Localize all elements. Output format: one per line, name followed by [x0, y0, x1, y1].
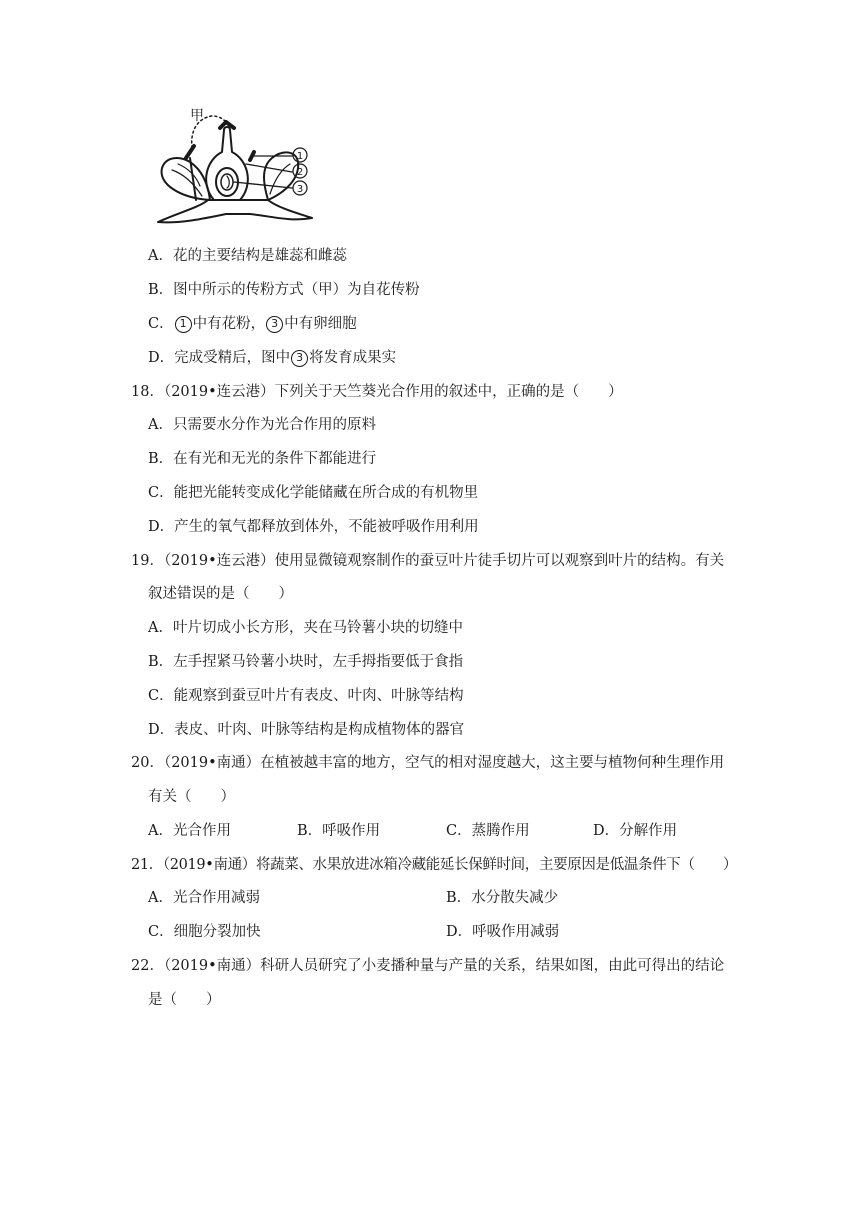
- q21-option-b[interactable]: B．水分散失减少: [446, 890, 559, 906]
- q21-option-d[interactable]: D．呼吸作用减弱: [446, 924, 560, 940]
- marker-2: 2: [296, 167, 304, 178]
- q17-option-c-prefix: C．: [148, 316, 174, 332]
- q21-stem: 21．（2019•南通）将蔬菜、水果放进冰箱冷藏能延长保鲜时间，主要原因是低温条件下（ ）: [131, 857, 738, 873]
- circled-number-1: 1: [175, 316, 192, 333]
- q17-option-c-suffix: 中有卵细胞: [284, 316, 357, 332]
- q20-option-a[interactable]: A．光合作用: [148, 823, 231, 839]
- q20-option-d[interactable]: D．分解作用: [593, 823, 678, 839]
- q21-option-c[interactable]: C．细胞分裂加快: [148, 924, 261, 940]
- q19-stem-line2: 叙述错误的是（ ）: [148, 586, 293, 602]
- q18-option-b[interactable]: B．在有光和无光的条件下都能进行: [148, 451, 377, 467]
- figure-label: 甲: [190, 108, 204, 124]
- q18-option-a[interactable]: A．只需要水分作为光合作用的原料: [148, 417, 376, 433]
- q18-stem: 18．（2019•连云港）下列关于天竺葵光合作用的叙述中，正确的是（ ）: [131, 384, 623, 400]
- q19-stem-line1: 19．（2019•连云港）使用显微镜观察制作的蚕豆叶片徒手切片可以观察到叶片的结构。有关: [131, 553, 725, 569]
- marker-1: 1: [296, 151, 304, 162]
- q20-stem-line2: 有关（ ）: [148, 789, 235, 805]
- q22-stem-line2: 是（ ）: [148, 992, 221, 1008]
- flower-structure-illustration: [150, 100, 320, 232]
- q17-option-d-prefix: D．完成受精后，图中: [148, 350, 291, 366]
- q21-option-a[interactable]: A．光合作用减弱: [148, 890, 260, 906]
- q19-option-d[interactable]: D．表皮、叶肉、叶脉等结构是构成植物体的器官: [148, 722, 465, 738]
- q19-option-c[interactable]: C．能观察到蚕豆叶片有表皮、叶肉、叶脉等结构: [148, 688, 464, 704]
- q17-option-a[interactable]: A．花的主要结构是雄蕊和雌蕊: [148, 248, 347, 264]
- q17-option-c[interactable]: [148, 314, 357, 334]
- q20-option-c[interactable]: C．蒸腾作用: [446, 823, 530, 839]
- q18-option-d[interactable]: D．产生的氧气都释放到体外，不能被呼吸作用利用: [148, 519, 479, 535]
- flower-diagram: [150, 100, 320, 232]
- q18-option-c[interactable]: C．能把光能转变成化学能储藏在所合成的有机物里: [148, 485, 479, 501]
- q17-option-c-mid: 中有花粉，: [192, 316, 266, 332]
- q20-option-b[interactable]: B．呼吸作用: [297, 823, 381, 839]
- q17-option-d-suffix: 将发育成果实: [309, 350, 397, 366]
- circled-number-3: 3: [266, 316, 283, 333]
- q17-option-d[interactable]: [148, 348, 396, 368]
- q19-option-b[interactable]: B．左手捏紧马铃薯小块时，左手拇指要低于食指: [148, 654, 464, 670]
- q19-option-a[interactable]: A．叶片切成小长方形，夹在马铃薯小块的切缝中: [148, 620, 463, 636]
- q20-stem-line1: 20．（2019•南通）在植被越丰富的地方，空气的相对湿度越大，这主要与植物何种生理作用: [131, 755, 725, 771]
- q17-option-b[interactable]: B．图中所示的传粉方式（甲）为自花传粉: [148, 282, 420, 298]
- circled-number-3: 3: [291, 350, 308, 367]
- marker-3: 3: [296, 184, 304, 195]
- q22-stem-line1: 22．（2019•南通）科研人员研究了小麦播种量与产量的关系，结果如图，由此可得出的结论: [131, 958, 725, 974]
